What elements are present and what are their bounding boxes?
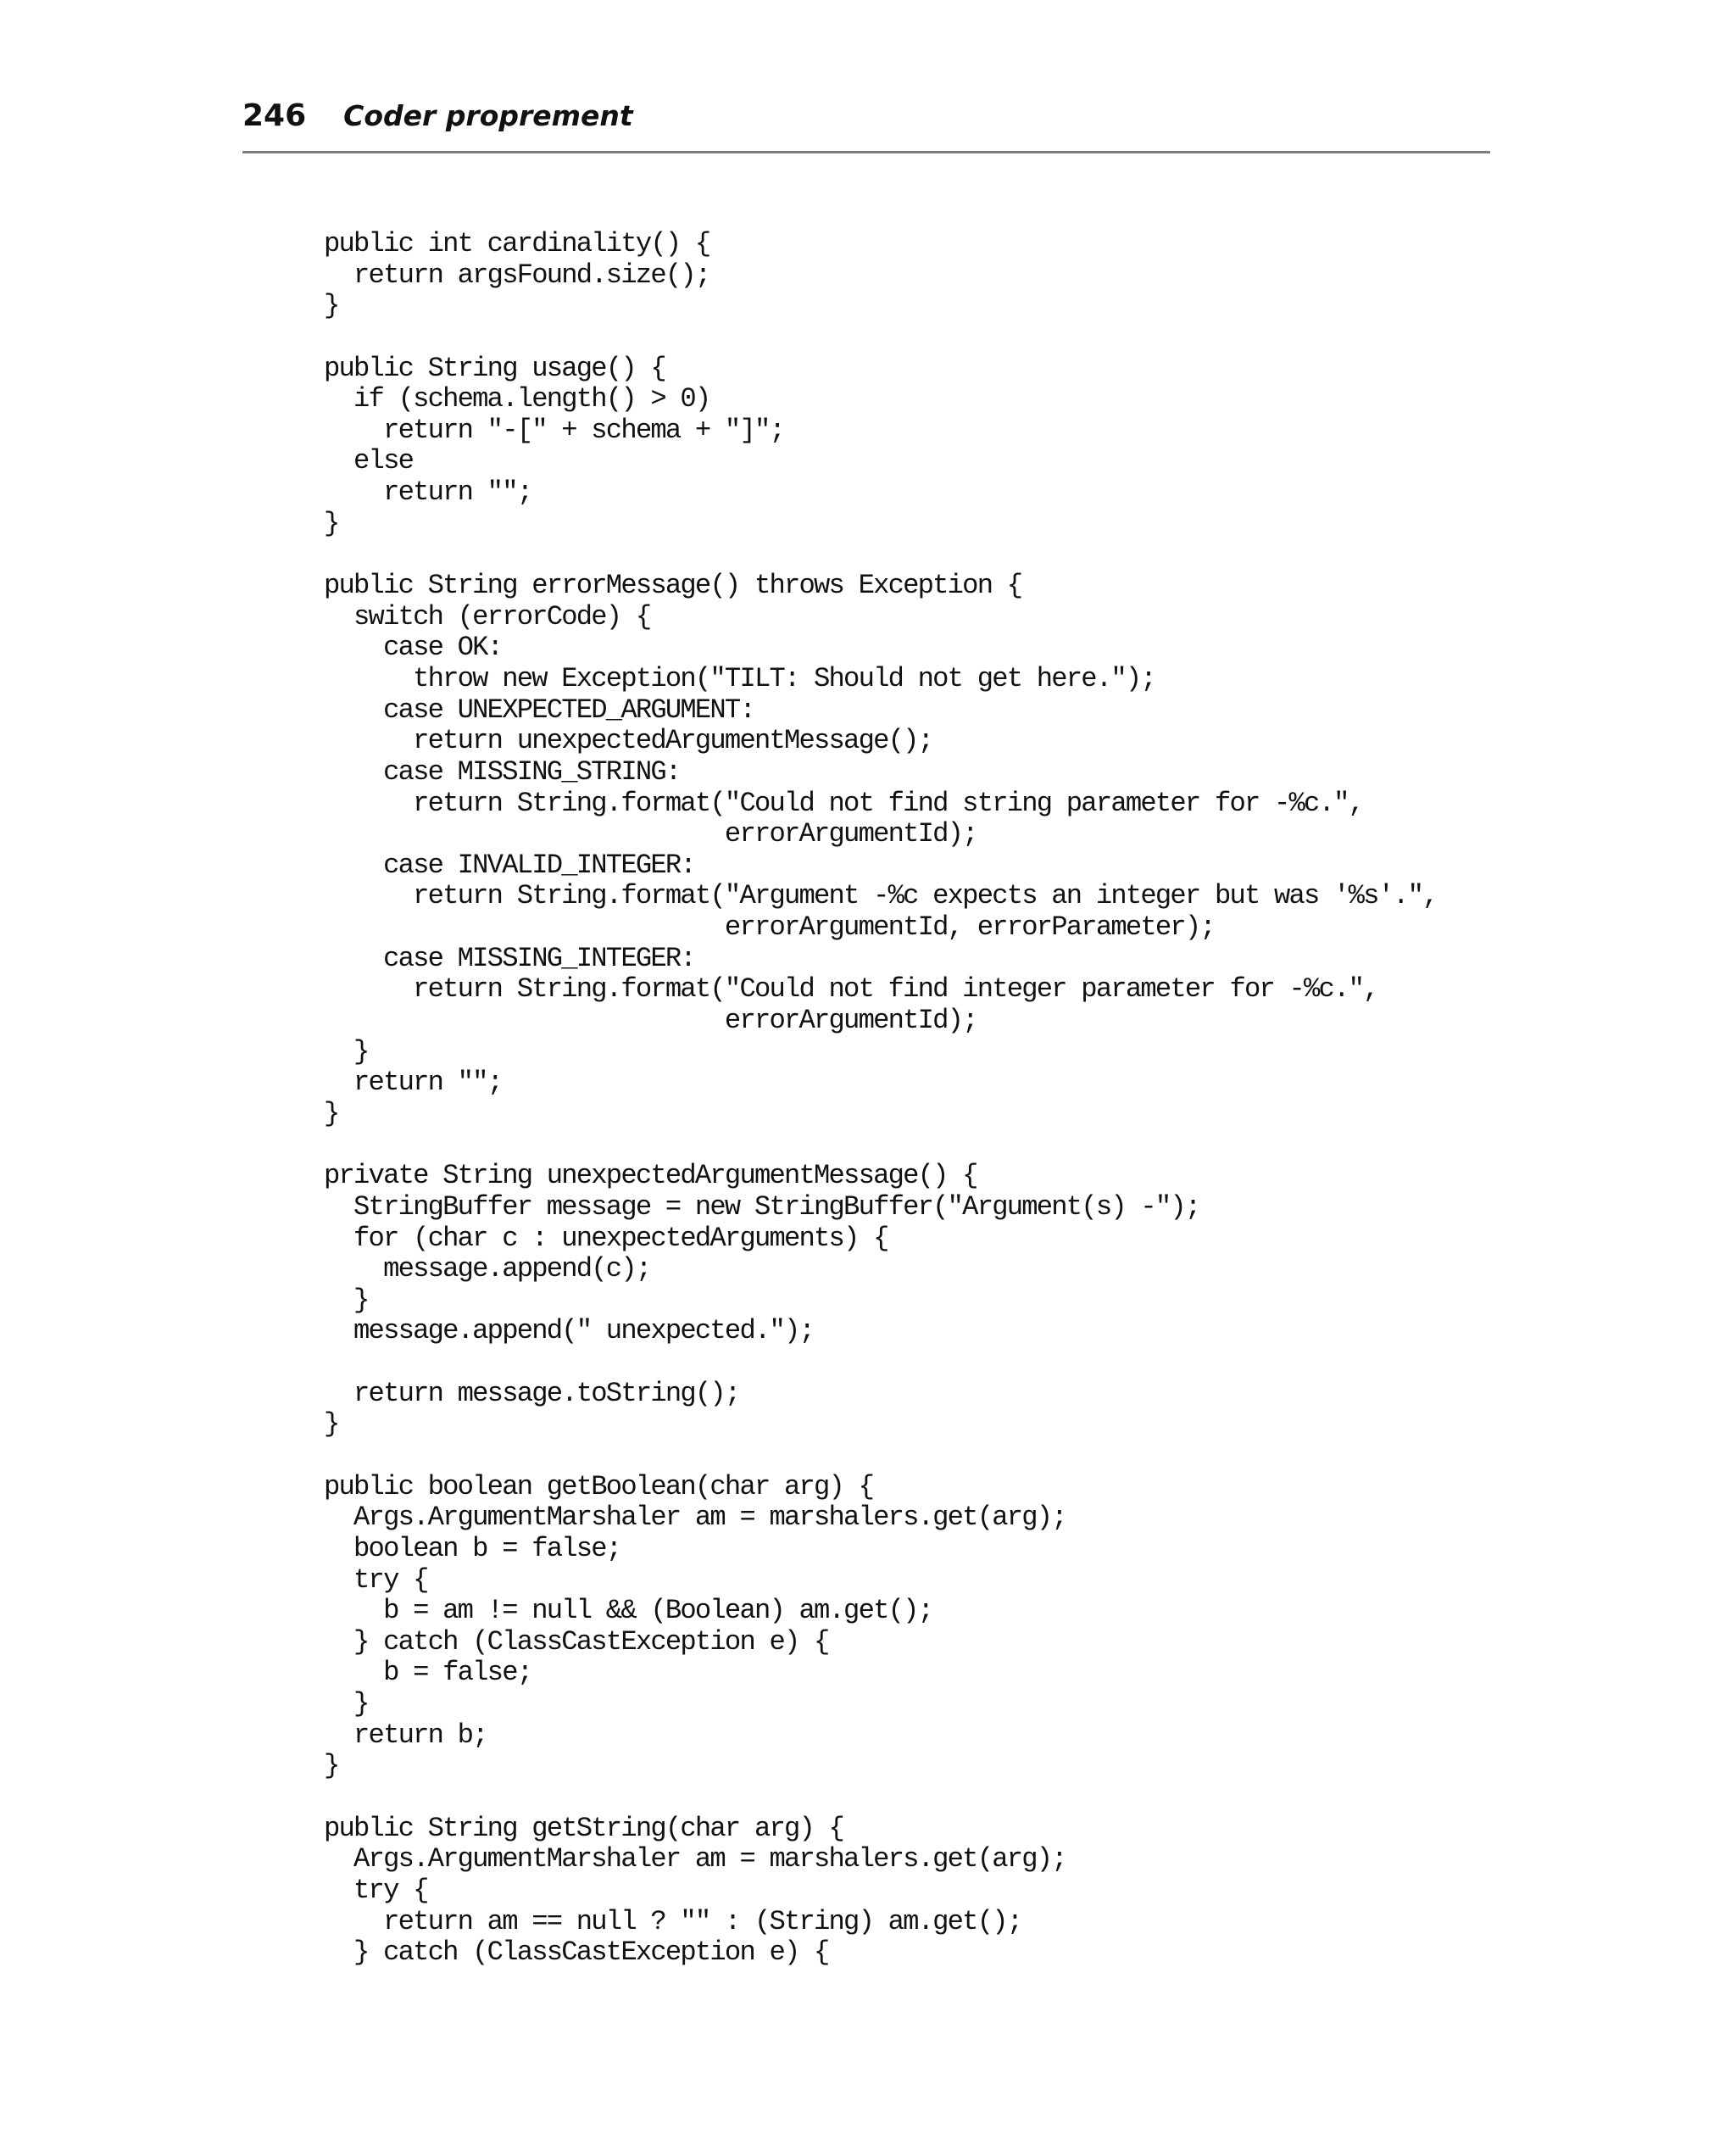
code-line: } catch (ClassCastException e) { <box>324 1937 829 1969</box>
code-line: return String.format("Could not find string parameter for -%c.", <box>324 787 1364 819</box>
code-line: } <box>324 1408 339 1441</box>
code-line: } <box>324 1688 369 1720</box>
code-line: public boolean getBoolean(char arg) { <box>324 1470 874 1502</box>
code-line: case UNEXPECTED_ARGUMENT: <box>324 694 754 726</box>
code-line: else <box>324 445 414 477</box>
code-line: throw new Exception("TILT: Should not get here."); <box>324 662 1155 694</box>
code-line: return String.format("Argument -%c expects an integer but was '%s'.", <box>324 880 1438 912</box>
code-line: case MISSING_INTEGER: <box>324 942 695 974</box>
code-line: Args.ArgumentMarshaler am = marshalers.get(arg); <box>324 1502 1066 1534</box>
code-line: return ""; <box>324 1067 503 1099</box>
code-line: b = false; <box>324 1657 532 1689</box>
code-line: return ""; <box>324 476 532 509</box>
running-title: Coder proprement <box>343 99 633 132</box>
code-line: public String getString(char arg) { <box>324 1812 844 1844</box>
header-rule <box>242 151 1490 153</box>
code-listing <box>324 229 1438 1969</box>
code-line: message.append(" unexpected."); <box>324 1315 815 1347</box>
code-line: Args.ArgumentMarshaler am = marshalers.get(arg); <box>324 1843 1066 1875</box>
code-line <box>324 1782 1438 1814</box>
code-line: message.append(c); <box>324 1253 651 1285</box>
code-line: errorArgumentId); <box>324 1005 977 1037</box>
code-line: for (char c : unexpectedArguments) { <box>324 1222 888 1254</box>
code-line: case INVALID_INTEGER: <box>324 849 695 881</box>
code-line: } <box>324 1097 339 1129</box>
code-line: case MISSING_STRING: <box>324 755 681 788</box>
code-line: errorArgumentId, errorParameter); <box>324 911 1215 944</box>
code-line: StringBuffer message = new StringBuffer("Argument(s) -"); <box>324 1190 1200 1223</box>
code-line: } <box>324 1284 369 1316</box>
code-line: private String unexpectedArgumentMessage() { <box>324 1160 977 1192</box>
code-line <box>324 539 1438 571</box>
code-line: try { <box>324 1563 428 1596</box>
code-line: case OK: <box>324 632 503 664</box>
code-line: errorArgumentId); <box>324 818 977 850</box>
code-line: public String usage() { <box>324 352 665 384</box>
code-line: public String errorMessage() throws Exception { <box>324 570 1022 602</box>
code-line <box>324 322 1438 354</box>
code-line: } <box>324 1750 339 1782</box>
code-line <box>324 1130 1438 1162</box>
code-line: } catch (ClassCastException e) { <box>324 1625 829 1658</box>
code-line: public int cardinality() { <box>324 228 710 259</box>
code-line: return String.format("Could not find integer parameter for -%c.", <box>324 973 1378 1006</box>
code-line: return unexpectedArgumentMessage(); <box>324 725 933 757</box>
code-line: return am == null ? "" : (String) am.get(); <box>324 1905 1022 1937</box>
code-line: return "-[" + schema + "]"; <box>324 414 784 446</box>
code-line: } <box>324 1035 369 1067</box>
code-line: try { <box>324 1874 428 1906</box>
code-line: } <box>324 507 339 539</box>
code-line: if (schema.length() > 0) <box>324 383 710 415</box>
code-line <box>324 1441 1438 1472</box>
page-header <box>242 98 633 141</box>
code-line: return b; <box>324 1719 487 1751</box>
code-line <box>324 1347 1438 1379</box>
code-line: } <box>324 290 339 322</box>
code-line: return argsFound.size(); <box>324 259 710 291</box>
code-line: b = am != null && (Boolean) am.get(); <box>324 1595 933 1627</box>
page-number: 246 <box>242 98 307 133</box>
code-line: boolean b = false; <box>324 1532 621 1564</box>
code-line: return message.toString(); <box>324 1377 740 1409</box>
code-line: switch (errorCode) { <box>324 600 651 633</box>
